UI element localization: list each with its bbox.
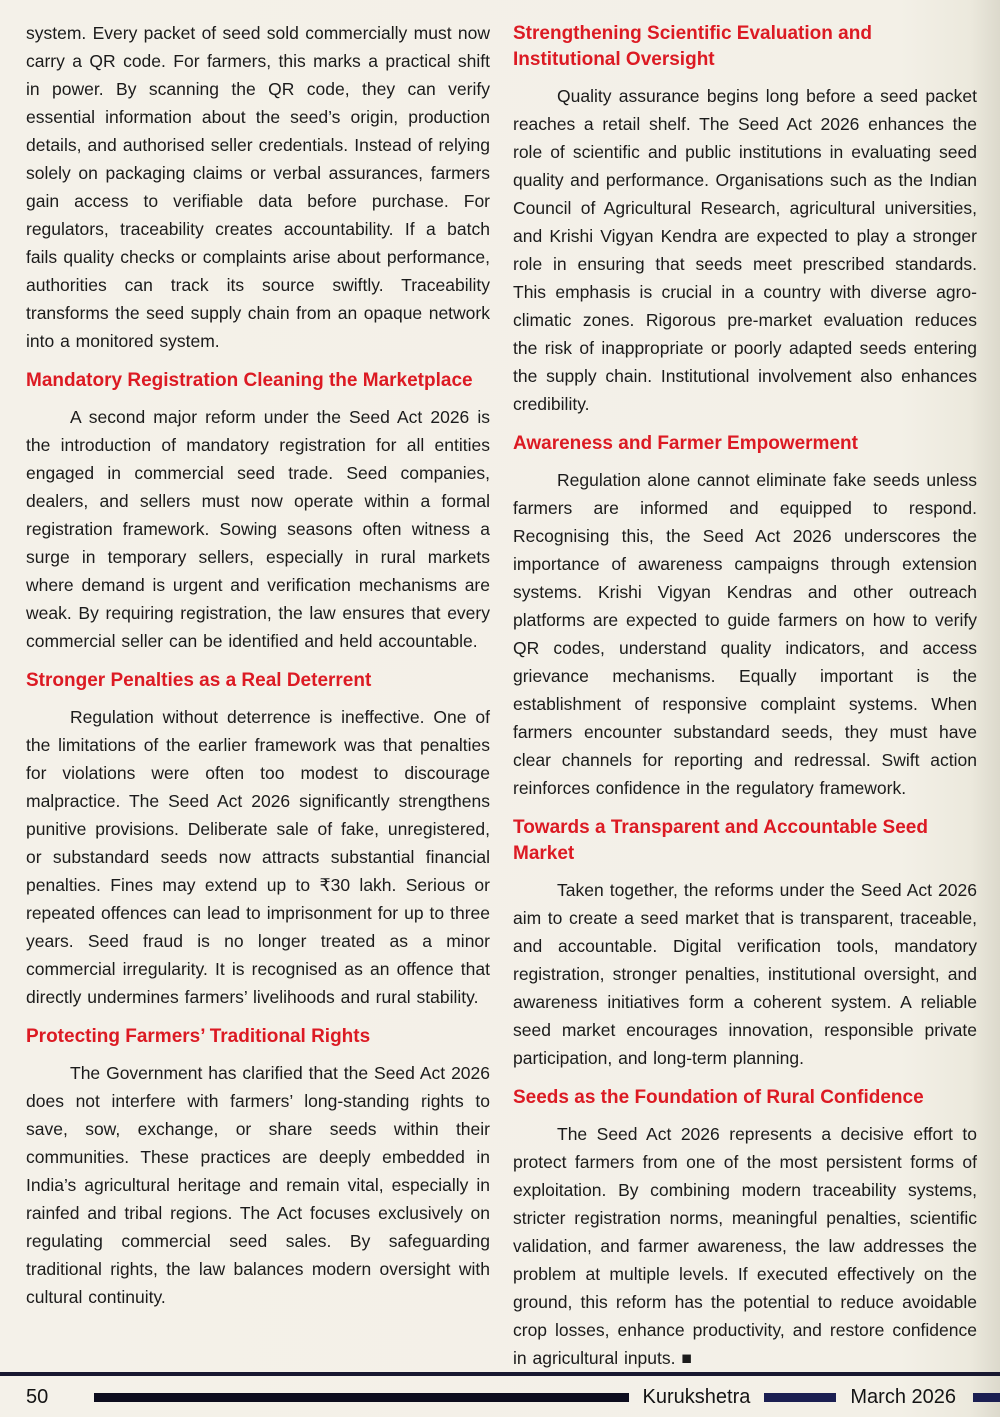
footer-row <box>0 1376 1000 1417</box>
section-heading-mandatory-registration: Mandatory Registration Cleaning the Marketplace <box>26 370 473 391</box>
footer-divider-bar-right <box>973 1393 1000 1402</box>
paragraph: Regulation alone cannot eliminate fake seeds unless farmers are informed and equipped to respond. Recognising this, the Seed Act 2026 underscores the importance of awareness campaigns through extension systems. Krishi Vigyan Kendras and other outreach platforms are expected to guide farmers on how to verify QR codes, understand quality indicators, and access grievance mechanisms. Equally important is the establishment of responsive complaint systems. When farmers encounter substandard seeds, they must have clear channels for reporting and redressal. Swift action reinforces confidence in the regulatory framework. <box>513 470 977 798</box>
section-heading-rural-confidence: Seeds as the Foundation of Rural Confidence <box>513 1087 924 1108</box>
section-heading-scientific-evaluation: Strengthening Scientific Evaluation and Institutional Oversight <box>513 23 872 70</box>
magazine-name: Kurukshetra <box>642 1386 751 1408</box>
paragraph: Regulation without deterrence is ineffective. One of the limitations of the earlier framework was that penalties for violations were often too modest to discourage malpractice. The Seed Act 2026 significantly strengthens punitive provisions. Deliberate sale of fake, unregistered, or substandard seeds now attracts substantial financial penalties. Fines may extend up to ₹30 lakh. Serious or repeated offences can lead to imprisonment for up to three years. Seed fraud is no longer treated as a minor commercial irregularity. It is recognised as an offence that directly undermines farmers’ livelihoods and rural stability. <box>26 707 490 1007</box>
paragraph-article-end: The Seed Act 2026 represents a decisive effort to protect farmers from one of the most persistent forms of exploitation. By combining modern traceability systems, stricter registration norms, meaningful penalties, scientific validation, and farmer awareness, the law addresses the problem at multiple levels. If executed effectively on the ground, this reform has the potential to reduce avoidable crop losses, enhance productivity, and restore confidence in agricultural inputs. ■ <box>513 1124 977 1368</box>
paragraph: Quality assurance begins long before a seed packet reaches a retail shelf. The Seed Act 2026 enhances the role of scientific and public institutions in evaluating seed quality and performance. Organisations such as the Indian Council of Agricultural Research, agricultural universities, and Krishi Vigyan Kendra are expected to play a stronger role in ensuring that seeds meet prescribed standards. This emphasis is crucial in a country with diverse agro-climatic zones. Rigorous pre-market evaluation reduces the risk of inappropriate or poorly adapted seeds entering the supply chain. Institutional involvement also enhances credibility. <box>513 86 977 414</box>
paragraph: The Government has clarified that the Seed Act 2026 does not interfere with farmers’ long-standing rights to save, sow, exchange, or share seeds within their communities. These practices are deeply embedded in India’s agricultural heritage and remain vital, especially in rainfed and tribal regions. The Act focuses exclusively on regulating commercial seed sales. By safeguarding traditional rights, the law balances modern oversight with cultural continuity. <box>26 1063 490 1307</box>
page-footer <box>0 1372 1000 1417</box>
section-heading-awareness-empowerment: Awareness and Farmer Empowerment <box>513 433 858 454</box>
section-heading-stronger-penalties: Stronger Penalties as a Real Deterrent <box>26 670 372 691</box>
right-column <box>513 19 977 1372</box>
left-column <box>26 19 490 1372</box>
section-heading-protecting-farmers-rights: Protecting Farmers’ Traditional Rights <box>26 1026 371 1047</box>
paragraph: A second major reform under the Seed Act 2026 is the introduction of mandatory registration for all entities engaged in commercial seed trade. Seed companies, dealers, and sellers must now operate within a formal registration framework. Sowing seasons often witness a surge in temporary sellers, especially in rural markets where demand is urgent and verification mechanisms are weak. By requiring registration, the law ensures that every commercial seller can be identified and held accountable. <box>26 407 490 651</box>
footer-divider-bar-short <box>764 1393 836 1402</box>
paragraph: Taken together, the reforms under the Seed Act 2026 aim to create a seed market that is transparent, traceable, and accountable. Digital verification tools, mandatory registration, stronger penalties, institutional oversight, and awareness initiatives form a coherent system. A reliable seed market encourages innovation, responsible private participation, and long-term planning. <box>513 880 977 1068</box>
footer-divider-bar-long <box>94 1393 628 1402</box>
paragraph-continuation: system. Every packet of seed sold commercially must now carry a QR code. For farmers, this marks a practical shift in power. By scanning the QR code, they can verify essential information about the seed’s origin, production details, and authorised seller credentials. Instead of relying solely on packaging claims or verbal assurances, farmers gain access to verifiable data before purchase. For regulators, traceability creates accountability. If a batch fails quality checks or complaints arise about performance, authorities can track its source swiftly. Traceability transforms the seed supply chain from an opaque network into a monitored system. <box>26 23 490 351</box>
section-heading-transparent-seed-market: Towards a Transparent and Accountable Seed Market <box>513 817 928 864</box>
issue-date: March 2026 <box>850 1386 956 1408</box>
page-number: 50 <box>26 1386 49 1408</box>
